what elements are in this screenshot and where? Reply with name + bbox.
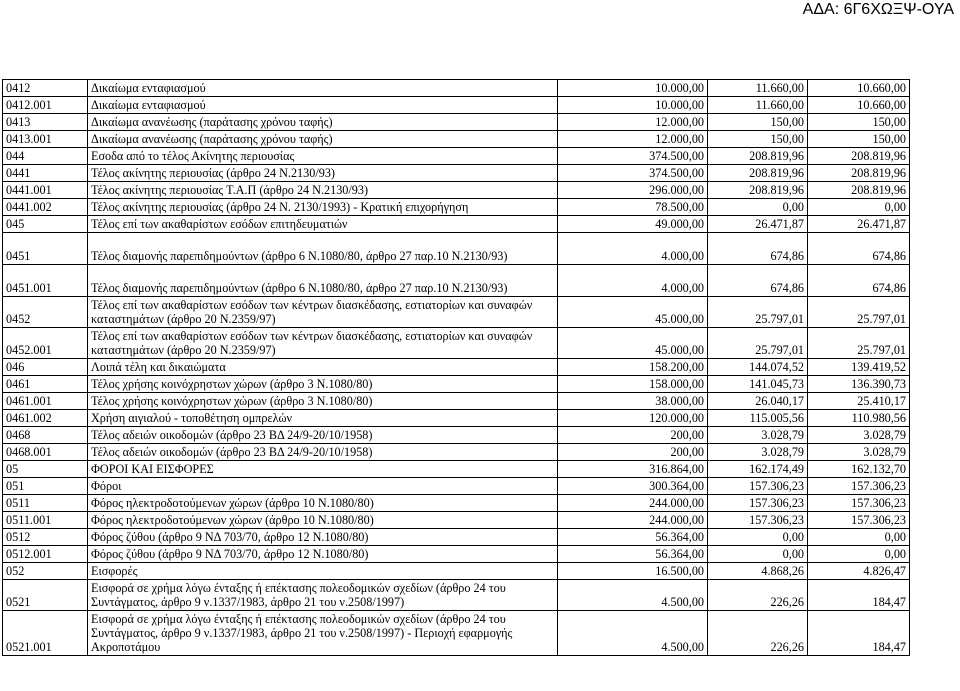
table-row: [3, 529, 910, 546]
row-code: 0468: [3, 427, 88, 444]
row-value-1: 12.000,00: [558, 131, 708, 148]
row-value-1: 120.000,00: [558, 410, 708, 427]
table-row: [3, 563, 910, 580]
row-value-2: 674,86: [708, 265, 808, 297]
row-description: Τέλος επί των ακαθαρίστων εσόδων των κέντρων διασκέδασης, εστιατορίων και συναφών καταστημάτων (άρθρο 20 Ν.2359/97): [88, 328, 558, 359]
row-value-3: 26.471,87: [808, 216, 910, 233]
row-value-1: 78.500,00: [558, 199, 708, 216]
row-value-1: 200,00: [558, 444, 708, 461]
row-description: Τέλος αδειών οικοδομών (άρθρο 23 ΒΔ 24/9-20/10/1958): [88, 444, 558, 461]
row-description: Εισφορά σε χρήμα λόγω ένταξης ή επέκτασης πολεοδομικών σχεδίων (άρθρο 24 του Συντάγματος, άρθρο 9 ν.1337/1983, άρθρο 21 του ν.2508/1997): [88, 580, 558, 611]
table-row: [3, 199, 910, 216]
row-value-1: 4.000,00: [558, 265, 708, 297]
row-value-2: 208.819,96: [708, 182, 808, 199]
row-value-1: 49.000,00: [558, 216, 708, 233]
row-code: 0412: [3, 80, 88, 97]
row-code: 0512.001: [3, 546, 88, 563]
row-code: 0413: [3, 114, 88, 131]
row-value-3: 157.306,23: [808, 478, 910, 495]
row-value-3: 162.132,70: [808, 461, 910, 478]
row-value-3: 208.819,96: [808, 182, 910, 199]
row-value-1: 244.000,00: [558, 495, 708, 512]
row-value-3: 10.660,00: [808, 80, 910, 97]
row-value-2: 0,00: [708, 529, 808, 546]
row-value-1: 374.500,00: [558, 148, 708, 165]
row-value-2: 26.040,17: [708, 393, 808, 410]
row-code: 0461: [3, 376, 88, 393]
table-row: [3, 297, 910, 328]
row-description: ΦΟΡΟΙ ΚΑΙ ΕΙΣΦΟΡΕΣ: [88, 461, 558, 478]
row-value-3: 208.819,96: [808, 165, 910, 182]
budget-table-body: [3, 80, 910, 656]
row-value-3: 110.980,56: [808, 410, 910, 427]
row-value-3: 184,47: [808, 611, 910, 656]
table-row: [3, 80, 910, 97]
row-value-3: 139.419,52: [808, 359, 910, 376]
row-description: Φόρος ζύθου (άρθρο 9 ΝΔ 703/70, άρθρο 12 Ν.1080/80): [88, 546, 558, 563]
row-description: Δικαίωμα ανανέωσης (παράτασης χρόνου ταφής): [88, 114, 558, 131]
row-value-1: 374.500,00: [558, 165, 708, 182]
row-description: Φόρος ζύθου (άρθρο 9 ΝΔ 703/70, άρθρο 12 Ν.1080/80): [88, 529, 558, 546]
row-value-2: 4.868,26: [708, 563, 808, 580]
row-value-1: 10.000,00: [558, 80, 708, 97]
row-value-3: 4.826,47: [808, 563, 910, 580]
row-code: 0451.001: [3, 265, 88, 297]
row-description: Δικαίωμα ανανέωσης (παράτασης χρόνου ταφής): [88, 131, 558, 148]
row-value-1: 200,00: [558, 427, 708, 444]
row-description: Δικαίωμα ενταφιασμού: [88, 97, 558, 114]
row-value-1: 316.864,00: [558, 461, 708, 478]
row-value-1: 56.364,00: [558, 546, 708, 563]
table-row: [3, 393, 910, 410]
row-code: 046: [3, 359, 88, 376]
table-row: [3, 512, 910, 529]
row-code: 0461.001: [3, 393, 88, 410]
row-description: Λοιπά τέλη και δικαιώματα: [88, 359, 558, 376]
table-row: [3, 580, 910, 611]
row-description: Τέλος επί των ακαθαρίστων εσόδων των κέντρων διασκέδασης, εστιατορίων και συναφών καταστημάτων (άρθρο 20 Ν.2359/97): [88, 297, 558, 328]
row-value-1: 158.000,00: [558, 376, 708, 393]
row-code: 0521.001: [3, 611, 88, 656]
row-value-3: 10.660,00: [808, 97, 910, 114]
row-description: Τέλος ακίνητης περιουσίας Τ.Α.Π (άρθρο 24 Ν.2130/93): [88, 182, 558, 199]
row-value-2: 208.819,96: [708, 148, 808, 165]
table-row: [3, 444, 910, 461]
table-row: [3, 97, 910, 114]
table-row: [3, 328, 910, 359]
row-value-2: 26.471,87: [708, 216, 808, 233]
table-row: [3, 359, 910, 376]
row-value-1: 300.364,00: [558, 478, 708, 495]
row-code: 0452: [3, 297, 88, 328]
row-value-2: 674,86: [708, 233, 808, 265]
table-row: [3, 427, 910, 444]
row-value-3: 25.410,17: [808, 393, 910, 410]
row-value-1: 158.200,00: [558, 359, 708, 376]
row-description: Τέλος επί των ακαθαρίστων εσόδων επιτηδευματιών: [88, 216, 558, 233]
row-code: 0441.002: [3, 199, 88, 216]
row-value-2: 11.660,00: [708, 97, 808, 114]
row-value-2: 11.660,00: [708, 80, 808, 97]
table-row: [3, 182, 910, 199]
row-code: 045: [3, 216, 88, 233]
row-value-2: 157.306,23: [708, 495, 808, 512]
row-value-3: 674,86: [808, 265, 910, 297]
row-value-1: 45.000,00: [558, 297, 708, 328]
row-value-3: 0,00: [808, 529, 910, 546]
row-description: Εισφορές: [88, 563, 558, 580]
row-value-3: 150,00: [808, 114, 910, 131]
table-row: [3, 478, 910, 495]
table-row: [3, 114, 910, 131]
row-value-2: 0,00: [708, 199, 808, 216]
row-value-3: 157.306,23: [808, 495, 910, 512]
row-value-3: 0,00: [808, 199, 910, 216]
row-description: Τέλος χρήσης κοινόχρηστων χώρων (άρθρο 3 Ν.1080/80): [88, 376, 558, 393]
row-code: 044: [3, 148, 88, 165]
row-value-3: 3.028,79: [808, 427, 910, 444]
row-description: Τέλος ακίνητης περιουσίας (άρθρο 24 Ν. 2130/1993) - Κρατική επιχορήγηση: [88, 199, 558, 216]
table-row: [3, 265, 910, 297]
table-row: [3, 165, 910, 182]
row-description: Εισφορά σε χρήμα λόγω ένταξης ή επέκτασης πολεοδομικών σχεδίων (άρθρο 24 του Συντάγματος, άρθρο 9 ν.1337/1983, άρθρο 21 του ν.2508/1997) - Περιοχή εφαρμογής Ακροποτάμου: [88, 611, 558, 656]
row-value-1: 38.000,00: [558, 393, 708, 410]
row-value-2: 3.028,79: [708, 444, 808, 461]
row-value-2: 157.306,23: [708, 512, 808, 529]
table-row: [3, 148, 910, 165]
row-code: 0468.001: [3, 444, 88, 461]
row-code: 0451: [3, 233, 88, 265]
row-code: 0511.001: [3, 512, 88, 529]
row-value-2: 150,00: [708, 131, 808, 148]
row-description: Φόρος ηλεκτροδοτούμενων χώρων (άρθρο 10 Ν.1080/80): [88, 512, 558, 529]
row-value-1: 16.500,00: [558, 563, 708, 580]
row-value-1: 4.500,00: [558, 580, 708, 611]
table-row: [3, 410, 910, 427]
row-value-2: 162.174,49: [708, 461, 808, 478]
row-value-1: 45.000,00: [558, 328, 708, 359]
row-value-3: 674,86: [808, 233, 910, 265]
row-description: Τέλος διαμονής παρεπιδημούντων (άρθρο 6 Ν.1080/80, άρθρο 27 παρ.10 Ν.2130/93): [88, 233, 558, 265]
row-description: Τέλος διαμονής παρεπιδημούντων (άρθρο 6 Ν.1080/80, άρθρο 27 παρ.10 Ν.2130/93): [88, 265, 558, 297]
table-row: [3, 131, 910, 148]
row-value-3: 25.797,01: [808, 297, 910, 328]
row-value-2: 157.306,23: [708, 478, 808, 495]
budget-table: [2, 79, 910, 656]
row-code: 051: [3, 478, 88, 495]
row-value-1: 296.000,00: [558, 182, 708, 199]
row-value-1: 56.364,00: [558, 529, 708, 546]
row-code: 0521: [3, 580, 88, 611]
table-row: [3, 461, 910, 478]
row-value-3: 184,47: [808, 580, 910, 611]
row-value-2: 144.074,52: [708, 359, 808, 376]
row-value-2: 0,00: [708, 546, 808, 563]
row-description: Φόρος ηλεκτροδοτούμενων χώρων (άρθρο 10 Ν.1080/80): [88, 495, 558, 512]
row-description: Τέλος αδειών οικοδομών (άρθρο 23 ΒΔ 24/9-20/10/1958): [88, 427, 558, 444]
row-value-2: 226,26: [708, 611, 808, 656]
row-code: 0512: [3, 529, 88, 546]
row-value-2: 115.005,56: [708, 410, 808, 427]
row-code: 0413.001: [3, 131, 88, 148]
row-code: 0441.001: [3, 182, 88, 199]
row-description: Τέλος ακίνητης περιουσίας (άρθρο 24 Ν.2130/93): [88, 165, 558, 182]
row-value-2: 25.797,01: [708, 328, 808, 359]
row-value-3: 136.390,73: [808, 376, 910, 393]
row-value-2: 226,26: [708, 580, 808, 611]
row-value-3: 208.819,96: [808, 148, 910, 165]
row-description: Δικαίωμα ενταφιασμού: [88, 80, 558, 97]
row-code: 0461.002: [3, 410, 88, 427]
row-code: 0412.001: [3, 97, 88, 114]
row-value-2: 208.819,96: [708, 165, 808, 182]
row-code: 05: [3, 461, 88, 478]
table-row: [3, 216, 910, 233]
row-value-3: 150,00: [808, 131, 910, 148]
row-value-3: 25.797,01: [808, 328, 910, 359]
row-value-1: 244.000,00: [558, 512, 708, 529]
row-code: 052: [3, 563, 88, 580]
row-value-1: 10.000,00: [558, 97, 708, 114]
row-description: Φόροι: [88, 478, 558, 495]
row-value-3: 3.028,79: [808, 444, 910, 461]
row-code: 0511: [3, 495, 88, 512]
row-value-2: 141.045,73: [708, 376, 808, 393]
row-value-1: 4.000,00: [558, 233, 708, 265]
table-row: [3, 376, 910, 393]
table-row: [3, 611, 910, 656]
table-row: [3, 546, 910, 563]
row-code: 0452.001: [3, 328, 88, 359]
row-value-2: 25.797,01: [708, 297, 808, 328]
row-value-2: 3.028,79: [708, 427, 808, 444]
row-value-1: 4.500,00: [558, 611, 708, 656]
row-value-2: 150,00: [708, 114, 808, 131]
row-value-3: 0,00: [808, 546, 910, 563]
row-description: Τέλος χρήσης κοινόχρηστων χώρων (άρθρο 3 Ν.1080/80): [88, 393, 558, 410]
row-value-3: 157.306,23: [808, 512, 910, 529]
row-description: Χρήση αιγιαλού - τοποθέτηση ομπρελών: [88, 410, 558, 427]
ada-code: ΑΔΑ: 6Γ6ΧΩΞΨ-ΟΥΑ: [802, 1, 954, 18]
table-row: [3, 495, 910, 512]
row-value-1: 12.000,00: [558, 114, 708, 131]
table-row: [3, 233, 910, 265]
row-code: 0441: [3, 165, 88, 182]
row-description: Εσοδα από το τέλος Ακίνητης περιουσίας: [88, 148, 558, 165]
